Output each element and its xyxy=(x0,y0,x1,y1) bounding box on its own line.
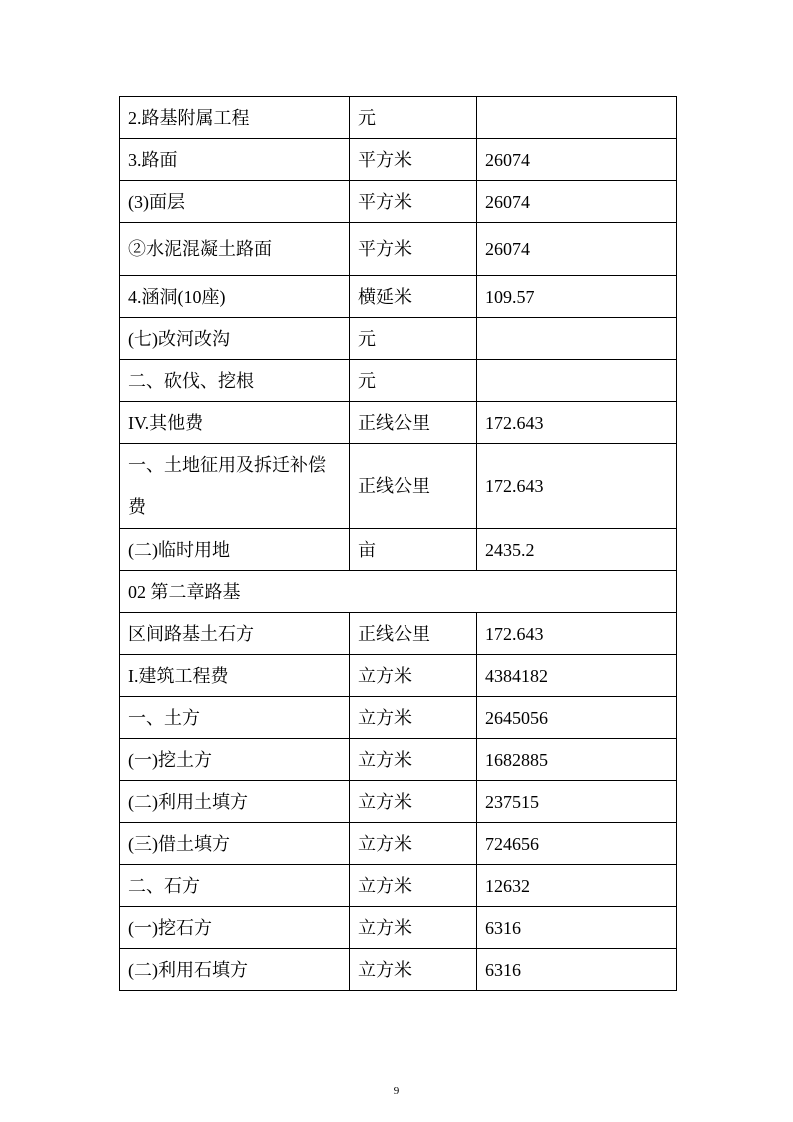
quantity-cell: 1682885 xyxy=(477,739,677,781)
quantity-cell: 6316 xyxy=(477,907,677,949)
unit-cell: 立方米 xyxy=(350,907,477,949)
table-row xyxy=(120,223,677,276)
item-cell: (一)挖土方 xyxy=(120,739,350,781)
section-heading-row xyxy=(120,571,677,613)
unit-cell: 立方米 xyxy=(350,739,477,781)
unit-cell: 立方米 xyxy=(350,823,477,865)
item-cell: 一、土方 xyxy=(120,697,350,739)
item-cell: 3.路面 xyxy=(120,139,350,181)
quantity-cell: 6316 xyxy=(477,949,677,991)
item-cell: 2.路基附属工程 xyxy=(120,97,350,139)
table-row xyxy=(120,613,677,655)
item-cell: 二、砍伐、挖根 xyxy=(120,360,350,402)
item-cell: (七)改河改沟 xyxy=(120,318,350,360)
unit-cell: 亩 xyxy=(350,529,477,571)
unit-cell: 平方米 xyxy=(350,139,477,181)
table-row xyxy=(120,823,677,865)
unit-cell: 元 xyxy=(350,318,477,360)
item-cell: I.建筑工程费 xyxy=(120,655,350,697)
table-row xyxy=(120,739,677,781)
table-row xyxy=(120,318,677,360)
page-number: 9 xyxy=(393,1085,400,1097)
item-cell: 区间路基土石方 xyxy=(120,613,350,655)
table-row xyxy=(120,360,677,402)
table-row xyxy=(120,907,677,949)
unit-cell: 立方米 xyxy=(350,865,477,907)
quantity-cell: 2645056 xyxy=(477,697,677,739)
quantity-cell: 172.643 xyxy=(477,402,677,444)
quantity-cell: 109.57 xyxy=(477,276,677,318)
unit-cell: 立方米 xyxy=(350,781,477,823)
quantity-cell xyxy=(477,97,677,139)
item-cell: 4.涵洞(10座) xyxy=(120,276,350,318)
table-row xyxy=(120,655,677,697)
unit-cell: 平方米 xyxy=(350,223,477,276)
unit-cell: 元 xyxy=(350,97,477,139)
table-row xyxy=(120,97,677,139)
table-row xyxy=(120,139,677,181)
quantity-cell: 2435.2 xyxy=(477,529,677,571)
item-cell: 二、石方 xyxy=(120,865,350,907)
quantity-cell xyxy=(477,360,677,402)
unit-cell: 平方米 xyxy=(350,181,477,223)
quantity-cell: 26074 xyxy=(477,181,677,223)
unit-cell: 元 xyxy=(350,360,477,402)
table-row xyxy=(120,181,677,223)
quantity-cell: 237515 xyxy=(477,781,677,823)
unit-cell: 正线公里 xyxy=(350,613,477,655)
item-cell: (3)面层 xyxy=(120,181,350,223)
unit-cell: 立方米 xyxy=(350,697,477,739)
quantity-cell: 26074 xyxy=(477,223,677,276)
unit-cell: 横延米 xyxy=(350,276,477,318)
unit-cell: 正线公里 xyxy=(350,402,477,444)
table-row xyxy=(120,529,677,571)
quantity-cell: 172.643 xyxy=(477,444,677,529)
item-cell: (二)临时用地 xyxy=(120,529,350,571)
section-heading-cell: 02 第二章路基 xyxy=(120,571,677,613)
item-cell: (三)借土填方 xyxy=(120,823,350,865)
quantity-cell: 4384182 xyxy=(477,655,677,697)
quantity-cell: 12632 xyxy=(477,865,677,907)
table-row xyxy=(120,949,677,991)
table-row xyxy=(120,444,677,529)
item-cell: (一)挖石方 xyxy=(120,907,350,949)
item-cell: 一、土地征用及拆迁补偿费 xyxy=(120,444,350,529)
item-cell: (二)利用石填方 xyxy=(120,949,350,991)
quantity-cell: 26074 xyxy=(477,139,677,181)
unit-cell: 立方米 xyxy=(350,949,477,991)
unit-cell: 正线公里 xyxy=(350,444,477,529)
table-row xyxy=(120,697,677,739)
quantity-cell: 724656 xyxy=(477,823,677,865)
table-row xyxy=(120,865,677,907)
quantity-table xyxy=(119,96,677,991)
quantity-cell xyxy=(477,318,677,360)
unit-cell: 立方米 xyxy=(350,655,477,697)
item-cell: ②水泥混凝土路面 xyxy=(120,223,350,276)
table-row xyxy=(120,781,677,823)
table-row xyxy=(120,276,677,318)
quantity-cell: 172.643 xyxy=(477,613,677,655)
table-row xyxy=(120,402,677,444)
item-cell: IV.其他费 xyxy=(120,402,350,444)
item-cell: (二)利用土填方 xyxy=(120,781,350,823)
